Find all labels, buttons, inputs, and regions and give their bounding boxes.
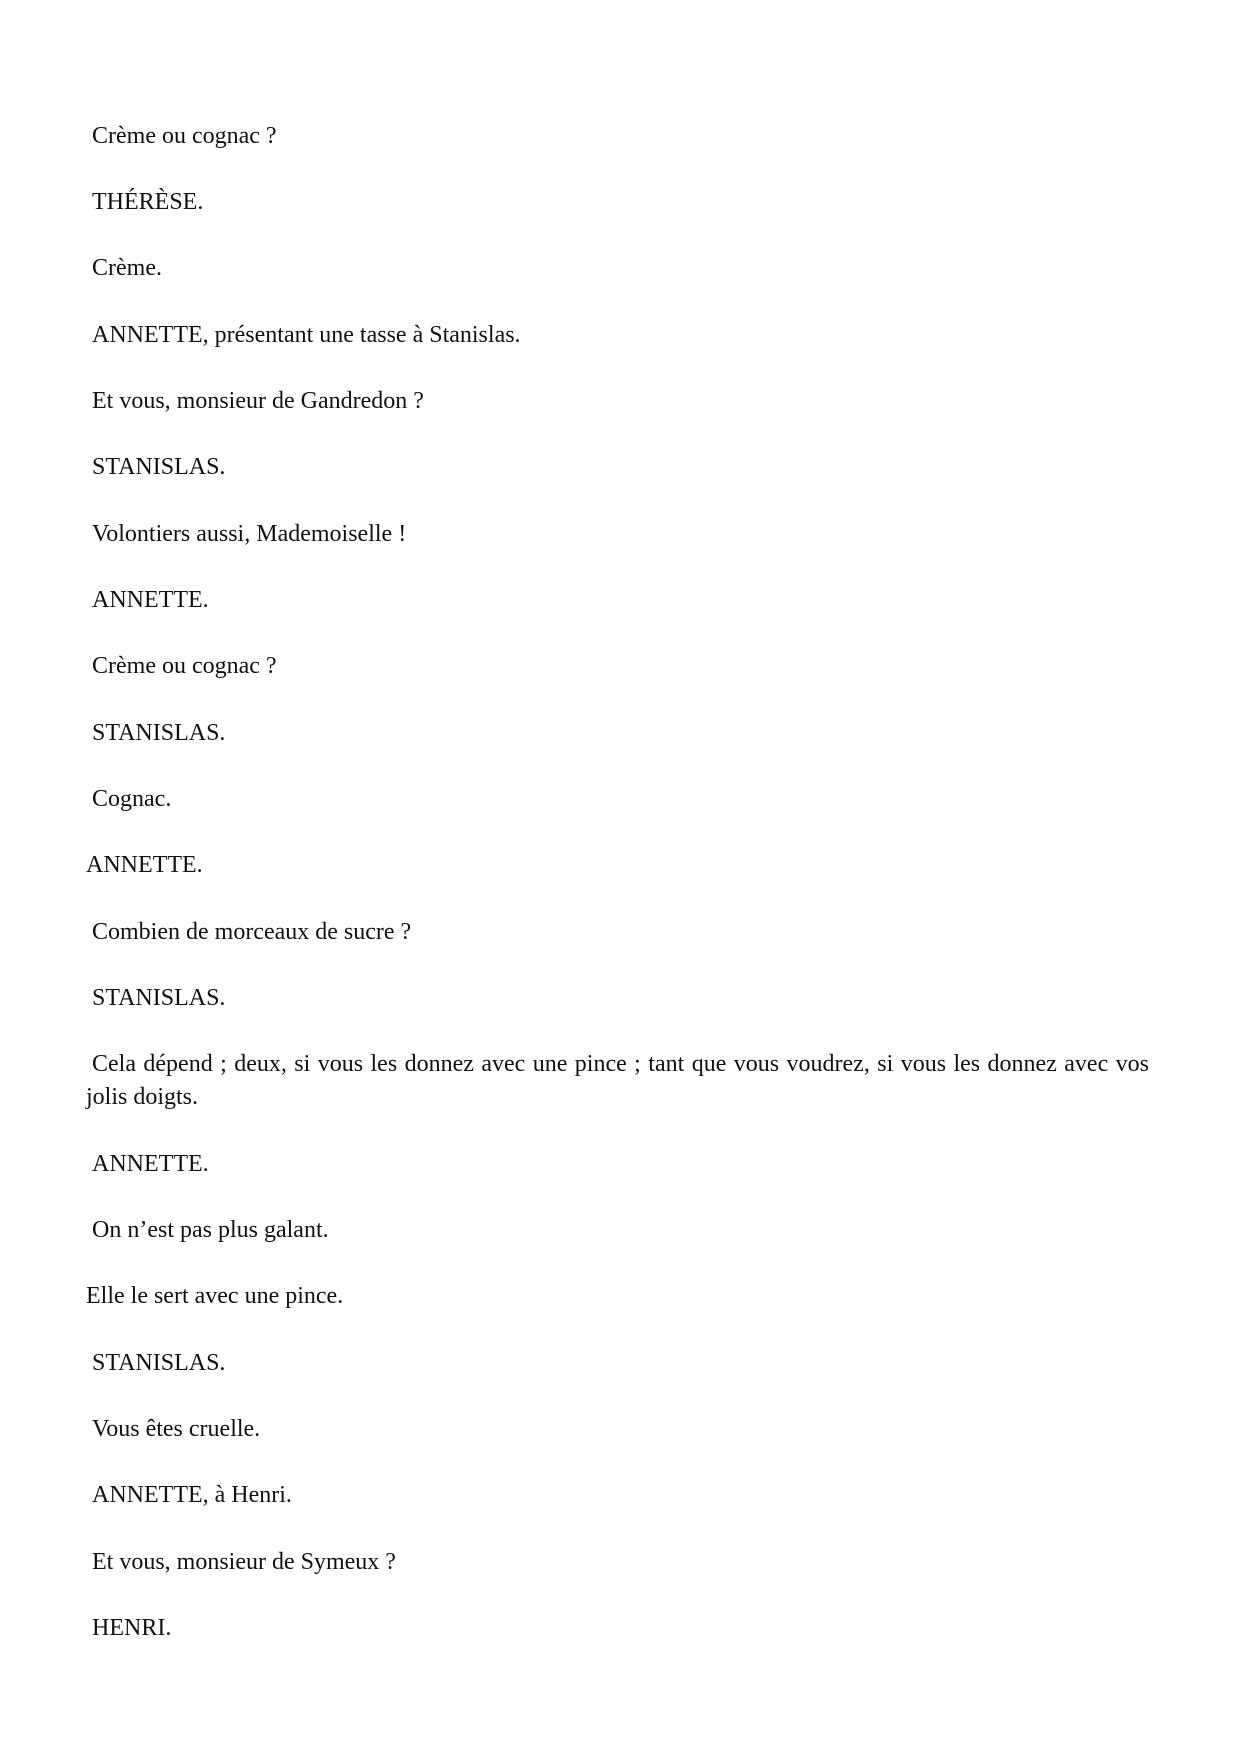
dialogue-line: On n’est pas plus galant. bbox=[92, 1217, 329, 1243]
dialogue-line: Combien de morceaux de sucre ? bbox=[92, 919, 412, 945]
speaker-name: ANNETTE, présentant une tasse à Stanislas. bbox=[92, 322, 521, 348]
dialogue-line: Cognac. bbox=[92, 786, 172, 812]
speaker-name: STANISLAS. bbox=[92, 454, 226, 480]
speaker-name: HENRI. bbox=[92, 1615, 172, 1641]
dialogue-paragraph: Cela dépend ; deux, si vous les donnez avec une pince ; tant que vous voudrez, si vous les donnez avec vos jolis doigts. bbox=[86, 1051, 1149, 1110]
speaker-name: ANNETTE. bbox=[92, 1151, 209, 1177]
speaker-name: ANNETTE. bbox=[86, 852, 203, 878]
dialogue-line: Vous êtes cruelle. bbox=[92, 1416, 261, 1442]
stage-direction: Elle le sert avec une pince. bbox=[86, 1283, 344, 1309]
speaker-name: STANISLAS. bbox=[92, 985, 226, 1011]
speaker-name: THÉRÈSE. bbox=[92, 189, 204, 215]
dialogue-line: Et vous, monsieur de Gandredon ? bbox=[92, 388, 424, 414]
speaker-name: ANNETTE. bbox=[92, 587, 209, 613]
dialogue-line: Crème ou cognac ? bbox=[92, 123, 277, 149]
speaker-name: STANISLAS. bbox=[92, 720, 226, 746]
dialogue-line: Crème. bbox=[92, 255, 162, 281]
speaker-name: ANNETTE, à Henri. bbox=[92, 1482, 292, 1508]
speaker-name: STANISLAS. bbox=[92, 1350, 226, 1376]
dialogue-line: Volontiers aussi, Mademoiselle ! bbox=[92, 521, 407, 547]
dialogue-line: Et vous, monsieur de Symeux ? bbox=[92, 1549, 396, 1575]
dialogue-line: Crème ou cognac ? bbox=[92, 653, 277, 679]
